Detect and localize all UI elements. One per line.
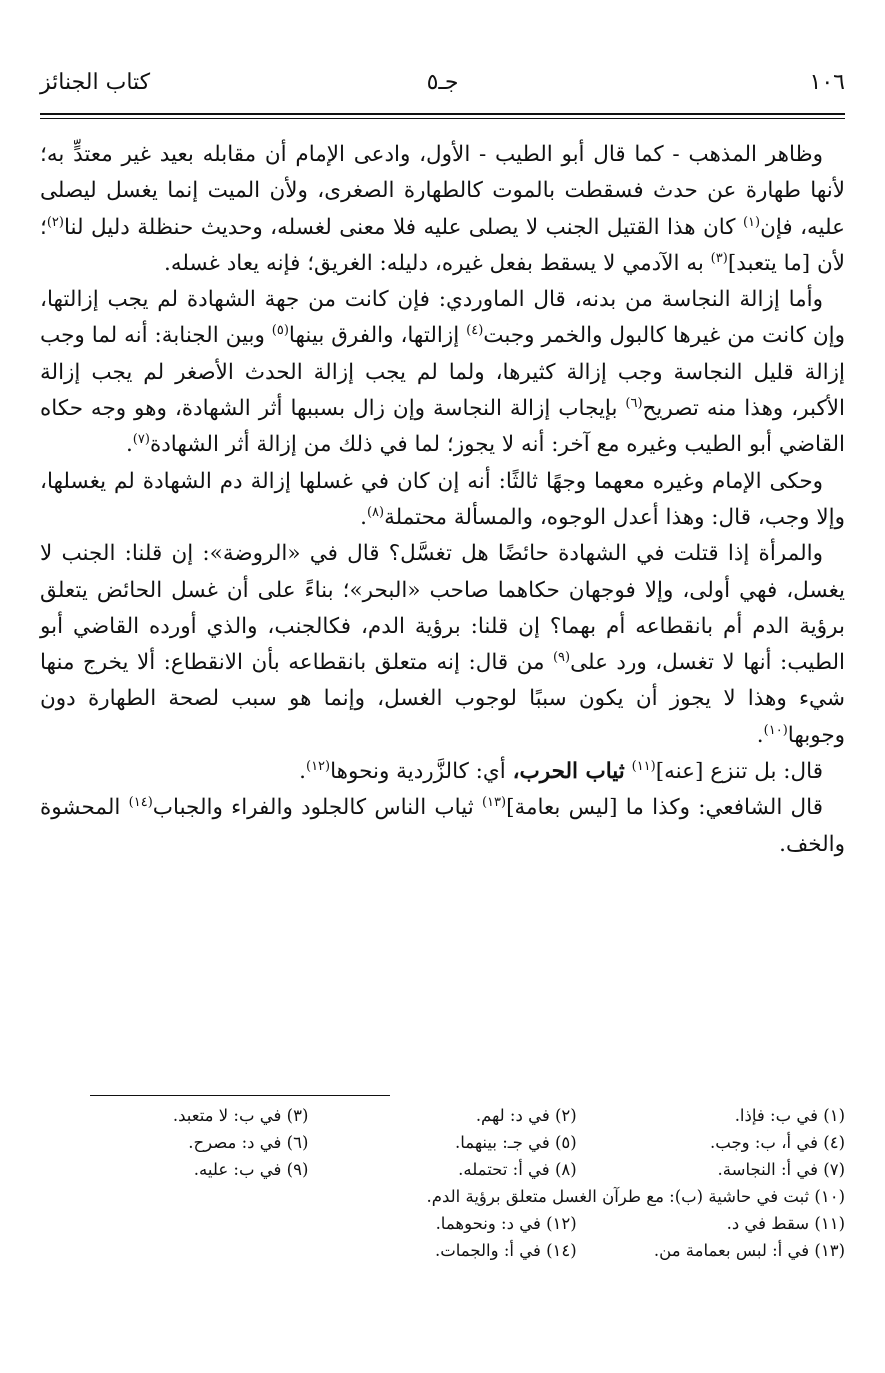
text-segment: ثياب الناس كالجلود والفراء والجباب: [152, 795, 482, 821]
footnote-marker: (١٤): [128, 795, 153, 811]
footnote-row: [40, 1129, 845, 1156]
footnote-marker: (٤): [466, 323, 484, 339]
text-segment: وظاهر المذهب - كما قال أبو الطيب - الأول، وادعى الإمام أن مقابله بعيد غير معتدٍّ به؛ لأنها طهارة عن حدث فسقطت بالموت كالطهارة الصغرى، ولأن الميت إنما يغسل ليصلى عليه، فإن: [40, 142, 845, 240]
text-segment: قال الشافعي: وكذا ما [ليس بعامة]: [506, 795, 824, 821]
text-segment: المحشوة والخف.: [40, 795, 845, 857]
footnote-marker: (٧): [132, 432, 150, 448]
footnote-marker: (١٠): [763, 722, 788, 738]
footnote-3: (٣) في ب: لا متعبد.: [172, 1106, 309, 1125]
footnote-marker: (١): [742, 214, 761, 230]
bold-text: ثياب الحرب،: [512, 759, 625, 785]
footnote-row: [40, 1210, 845, 1237]
footnote-marker: (٢): [46, 214, 64, 230]
paragraph: [40, 790, 845, 863]
footnote-13: (١٣) في أ: لبس بعمامة من.: [653, 1241, 845, 1260]
footnote-marker: (٣): [710, 250, 728, 266]
footnote-marker: (١٢): [305, 758, 331, 774]
footnote-marker: (٨): [366, 504, 385, 520]
text-segment: إزالتها، والفرق بينها: [288, 323, 467, 349]
footnote-7: (٧) في أ: النجاسة.: [717, 1160, 845, 1179]
footnote-separator: [90, 1095, 390, 1096]
text-segment: بإيجاب إزالة النجاسة وإن زال بسببها أثر الشهادة، وهو وجه حكاه القاضي أبو الطيب وغيره مع آخر: أنه لا يجوز؛ لما في ذلك من إزالة أثر الشهادة: [40, 396, 845, 458]
header-rule-thick: [40, 113, 845, 115]
header-rule-thin: [40, 118, 845, 119]
footnote-14: (١٤) في أ: والجمات.: [435, 1241, 577, 1260]
page-header: [40, 70, 845, 110]
text-segment: كان هذا القتيل الجنب لا يصلى عليه فلا معنى لغسله، وحديث حنظلة دليل لنا: [63, 214, 743, 240]
text-segment: ؛ لأن [ما يتعبد]: [40, 214, 845, 276]
footnote-1: (١) في ب: فإذا.: [734, 1106, 845, 1125]
text-segment: به الآدمي لا يسقط بفعل غيره، دليله: الغريق؛ فإنه يعاد غسله.: [163, 250, 711, 276]
text-segment: .: [125, 432, 133, 458]
footnote-marker: (١٣): [481, 795, 507, 811]
footnote-4: (٤) في أ، ب: وجب.: [710, 1133, 845, 1152]
footnote-5: (٥) في جـ: بينهما.: [455, 1133, 577, 1152]
footnote-row: [40, 1156, 845, 1183]
text-segment: قال: بل تنزع [عنه]: [655, 759, 823, 785]
text-segment: وبين الجنابة: أنه لما وجب إزالة قليل النجاسة وجب إزالة كثيرها، ولما لم يجب إزالة الحدث الأصغر لم يجب إزالة الأكبر، وهذا منه تصريح: [40, 323, 845, 422]
page-number: ١٠٦: [809, 70, 845, 95]
footnote-marker: (١١): [631, 758, 656, 774]
book-title: كتاب الجنائز: [40, 70, 151, 95]
footnote-row: [40, 1183, 845, 1210]
text-segment: .: [756, 722, 764, 748]
paragraph: [40, 536, 845, 754]
text-segment: .: [299, 759, 306, 785]
paragraph: [40, 137, 845, 282]
footnote-2: (٢) في د: لهم.: [475, 1106, 577, 1125]
text-segment: أي: كالزَّردية ونحوها: [330, 759, 513, 785]
footnote-11: (١١) سقط في د.: [726, 1214, 845, 1233]
text-segment: .: [360, 504, 367, 530]
text-segment: وأما إزالة النجاسة من بدنه، قال الماوردي: فإن كانت من جهة الشهادة لم يجب إزالتها، وإن كانت من غيرها كالبول والخمر وجبت: [40, 287, 845, 349]
footnote-marker: (٦): [625, 395, 643, 411]
footnote-row: [40, 1102, 845, 1129]
text-segment: من قال: إنه متعلق بانقطاعه بأن الانقطاع: ألا يخرج منها شيء وهذا لا يجوز أن يكون سببًا لوجوب الغسل، وإنما هو سبب لصحة الطهارة دون وجوبها: [40, 650, 845, 748]
footnote-10: (١٠) ثبت في حاشية (ب): مع طرآن الغسل متعلق برؤية الدم.: [426, 1187, 845, 1206]
paragraph: [40, 464, 845, 537]
footnotes: [40, 1102, 845, 1264]
text-segment: والمرأة إذا قتلت في الشهادة حائضًا هل تغسَّل؟ قال في «الروضة»: إن قلنا: الجنب لا يغسل، فهي أولى، وإلا فوجهان حكاهما صاحب «البحر»؛ بناءً على أن غسل الحائض يتعلق برؤية الدم أم بانقطاعه أم بهما؟ إن قلنا: برؤية الدم، فكالجنب، والذي أورده القاضي أبو الطيب: أنها لا تغسل، ورد على: [40, 541, 845, 676]
footnote-9: (٩) في ب: عليه.: [193, 1160, 309, 1179]
volume-label: جـ٥: [426, 70, 459, 95]
footnote-6: (٦) في د: مصرح.: [188, 1133, 309, 1152]
footnote-marker: (٩): [552, 650, 571, 665]
paragraph: [40, 282, 845, 463]
footnote-marker: (٥): [271, 323, 289, 339]
footnote-12: (١٢) في د: ونحوهما.: [435, 1214, 577, 1233]
footnote-row: [40, 1237, 845, 1264]
footnote-8: (٨) في أ: تحتمله.: [458, 1160, 577, 1179]
text-segment: [625, 759, 632, 784]
main-text: [40, 137, 845, 863]
paragraph: [40, 754, 845, 790]
text-segment: وحكى الإمام وغيره معهما وجهًا ثالثًا: أنه إن كان في غسلها إزالة دم الشهادة لم يغسلها، وإلا وجب، قال: وهذا أعدل الوجوه، والمسألة محتملة: [40, 468, 845, 530]
